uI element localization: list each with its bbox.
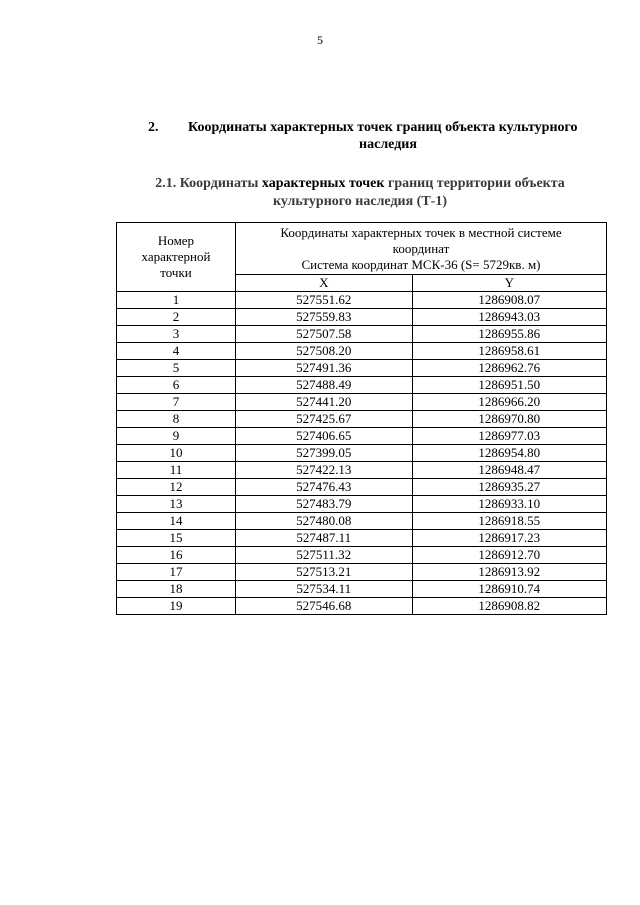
table-row [117,496,607,513]
table-row [117,326,607,343]
point-number-cell: 16 [117,547,236,564]
point-number-cell: 6 [117,377,236,394]
y-coordinate-cell: 1286908.07 [412,292,606,309]
table-row [117,360,607,377]
y-coordinate-cell: 1286933.10 [412,496,606,513]
table-row [117,377,607,394]
y-coordinate-cell: 1286935.27 [412,479,606,496]
x-coordinate-cell: 527480.08 [236,513,413,530]
point-number-cell: 10 [117,445,236,462]
x-coordinate-cell: 527441.20 [236,394,413,411]
point-number-cell: 14 [117,513,236,530]
y-coordinate-cell: 1286908.82 [412,598,606,615]
x-coordinate-cell: 527513.21 [236,564,413,581]
x-coordinate-cell: 527534.11 [236,581,413,598]
point-number-cell: 11 [117,462,236,479]
point-number-cell: 5 [117,360,236,377]
header-point-line1: Номер [157,233,195,248]
x-coordinate-cell: 527511.32 [236,547,413,564]
table-row [117,292,607,309]
table-row [117,462,607,479]
x-coordinate-cell: 527488.49 [236,377,413,394]
x-coordinate-cell: 527476.43 [236,479,413,496]
section-number: 2. [148,120,159,135]
point-number-cell: 4 [117,343,236,360]
header-coordinates-group [236,223,607,275]
x-coordinate-cell: 527425.67 [236,411,413,428]
header-group-line1: Координаты характерных точек в местной системе [280,225,562,240]
y-coordinate-cell: 1286962.76 [412,360,606,377]
table-row [117,547,607,564]
y-coordinate-cell: 1286970.80 [412,411,606,428]
section-title-line1: Координаты характерных точек границ объекта культурного [188,120,578,135]
header-point-number [117,223,236,292]
y-coordinate-cell: 1286918.55 [412,513,606,530]
header-group-line3: Система координат МСК-36 (S= 5729кв. м) [301,257,541,272]
x-coordinate-cell: 527508.20 [236,343,413,360]
x-coordinate-cell: 527406.65 [236,428,413,445]
table-row [117,530,607,547]
y-coordinate-cell: 1286912.70 [412,547,606,564]
table-row [117,309,607,326]
subsection-heading [120,175,600,211]
header-y: Y [412,275,606,292]
x-coordinate-cell: 527487.11 [236,530,413,547]
point-number-cell: 7 [117,394,236,411]
table-row [117,445,607,462]
coordinates-table [116,222,607,615]
point-number-cell: 9 [117,428,236,445]
point-number-cell: 19 [117,598,236,615]
y-coordinate-cell: 1286977.03 [412,428,606,445]
header-point-line3: точки [160,265,192,280]
y-coordinate-cell: 1286966.20 [412,394,606,411]
table-row [117,564,607,581]
section-title-line2: наследия [359,137,417,152]
table-row [117,513,607,530]
table-row [117,394,607,411]
table-row [117,598,607,615]
x-coordinate-cell: 527507.58 [236,326,413,343]
header-group-line2: координат [392,241,450,256]
header-x: X [236,275,413,292]
y-coordinate-cell: 1286943.03 [412,309,606,326]
y-coordinate-cell: 1286913.92 [412,564,606,581]
x-coordinate-cell: 527551.62 [236,292,413,309]
table-row [117,343,607,360]
point-number-cell: 17 [117,564,236,581]
x-coordinate-cell: 527546.68 [236,598,413,615]
x-coordinate-cell: 527422.13 [236,462,413,479]
subsection-title-line1 [120,175,600,193]
table-row [117,479,607,496]
y-coordinate-cell: 1286910.74 [412,581,606,598]
table-body [117,292,607,615]
subsection-title-line2: культурного наследия (Т-1) [272,194,447,209]
y-coordinate-cell: 1286951.50 [412,377,606,394]
header-point-line2: характерной [141,249,211,264]
point-number-cell: 2 [117,309,236,326]
x-coordinate-cell: 527559.83 [236,309,413,326]
point-number-cell: 18 [117,581,236,598]
y-coordinate-cell: 1286954.80 [412,445,606,462]
x-coordinate-cell: 527483.79 [236,496,413,513]
table-row [117,581,607,598]
y-coordinate-cell: 1286917.23 [412,530,606,547]
x-coordinate-cell: 527399.05 [236,445,413,462]
y-coordinate-cell: 1286948.47 [412,462,606,479]
point-number-cell: 12 [117,479,236,496]
page-number: 5 [317,33,323,47]
table-row [117,428,607,445]
table-row [117,411,607,428]
subsection-prefix: 2.1. Координаты [155,176,262,191]
y-coordinate-cell: 1286955.86 [412,326,606,343]
point-number-cell: 1 [117,292,236,309]
point-number-cell: 3 [117,326,236,343]
point-number-cell: 15 [117,530,236,547]
point-number-cell: 8 [117,411,236,428]
subsection-rest: границ территории объекта [384,176,565,191]
subsection-bold-part: характерных точек [261,176,385,191]
x-coordinate-cell: 527491.36 [236,360,413,377]
point-number-cell: 13 [117,496,236,513]
y-coordinate-cell: 1286958.61 [412,343,606,360]
